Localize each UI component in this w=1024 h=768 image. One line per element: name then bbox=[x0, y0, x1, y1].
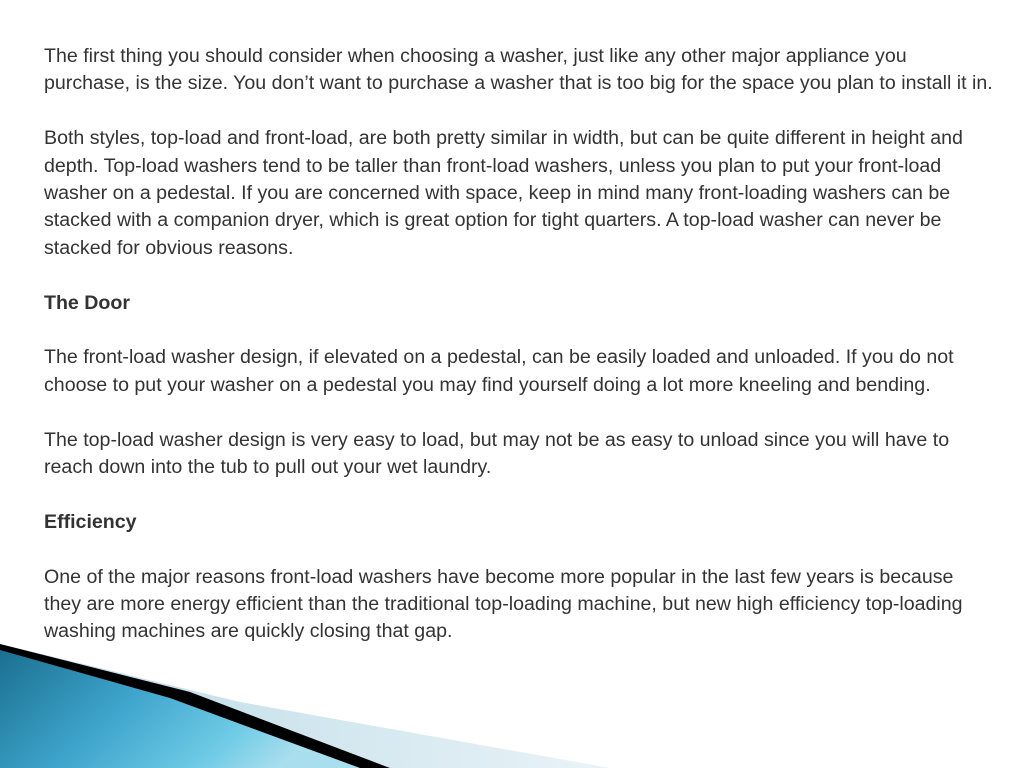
blue-wedge bbox=[0, 650, 360, 768]
heading-efficiency: Efficiency bbox=[44, 510, 137, 533]
paragraph-top-load-door: The top-load washer design is very easy to load, but may not be as easy to unload since you will have to reach down into the tub to pull out your wet laundry. bbox=[44, 428, 950, 479]
paragraph-size-intro: The first thing you should consider when choosing a washer, just like any other major appliance you purchase, is the size. You don’t want to purchase a washer that is too big for the space you plan to install it in. bbox=[44, 45, 993, 95]
slide-body bbox=[44, 43, 994, 646]
paragraph-efficiency: One of the major reasons front-load washers have become more popular in the last few years is because they are more energy efficient than the traditional top-loading machine, but new high efficiency top-loading washing machines are quickly closing that gap. bbox=[44, 565, 963, 643]
paragraph-front-load-door: The front-load washer design, if elevated on a pedestal, can be easily loaded and unloaded. If you do not choose to put your washer on a pedestal you may find yourself doing a lot more kneeling and bending. bbox=[44, 346, 954, 396]
paragraph-styles-comparison: Both styles, top-load and front-load, are both pretty similar in width, but can be quite different in height and depth. Top-load washers tend to be taller than front-load washers, unless you plan to put your front-load washer on a pedestal. If you are concerned with space, keep in mind many front-loading washers can be stacked with a companion dryer, which is great option for tight quarters. A top-load washer can never be stacked for obvious reasons. bbox=[44, 127, 963, 259]
heading-the-door: The Door bbox=[44, 291, 130, 314]
